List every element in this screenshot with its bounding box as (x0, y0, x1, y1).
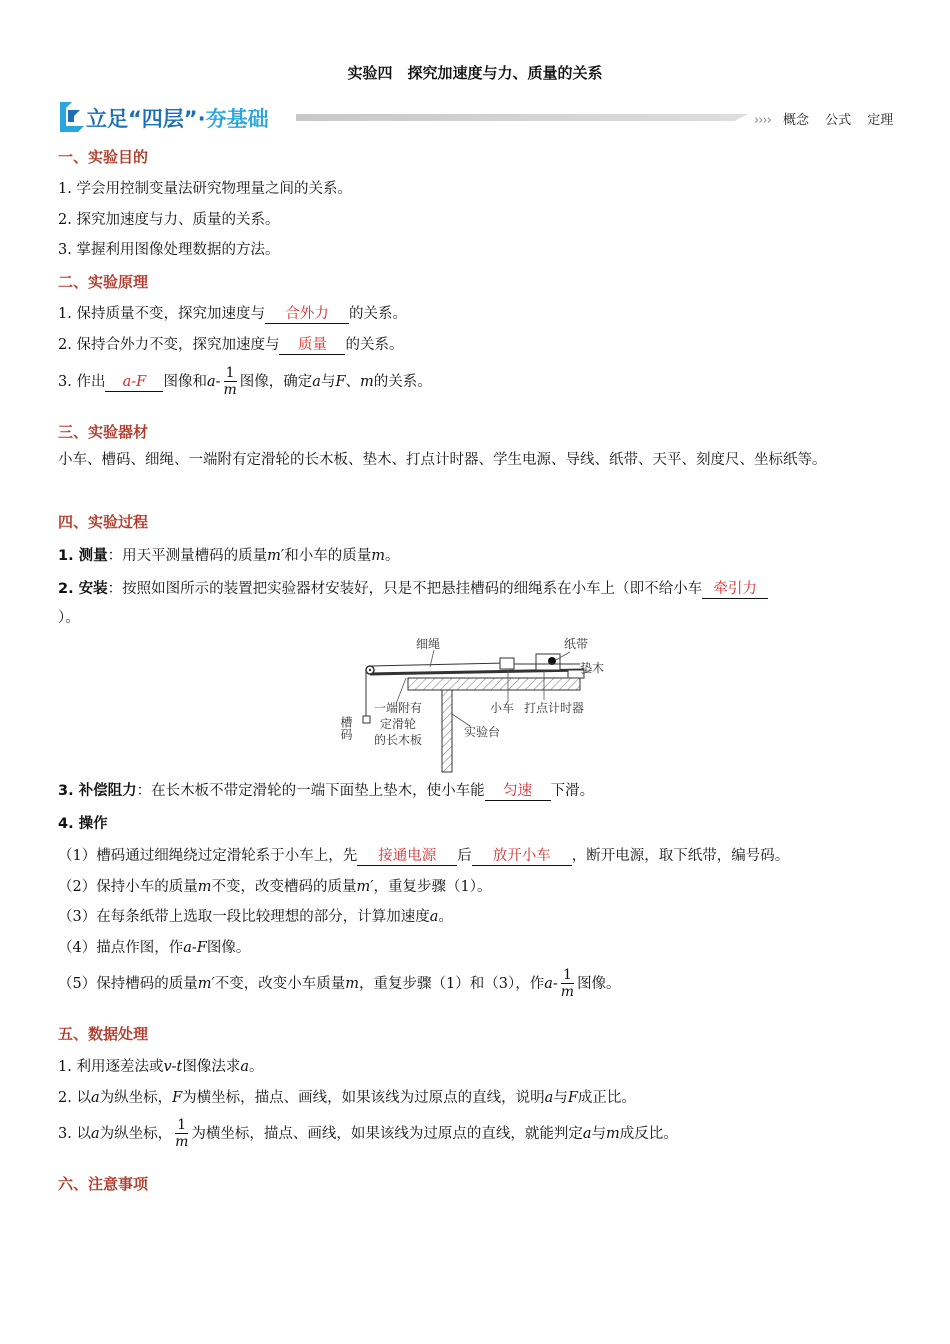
table-leg (442, 690, 452, 772)
fraction: $\frac{1}{m}$ (175, 1117, 189, 1150)
weights-icon (363, 716, 370, 723)
label-car: 小车 (490, 701, 515, 715)
banner-keywords (754, 109, 905, 128)
keyword: 概念 (782, 113, 809, 128)
table-top (408, 678, 580, 690)
section-heading: 二、实验原理 (58, 273, 149, 291)
answer-blank: 匀速 (485, 782, 551, 801)
answer-blank: 放开小车 (472, 847, 572, 866)
section-heading: 五、数据处理 (58, 1025, 149, 1043)
section-heading: 三、实验器材 (58, 423, 149, 441)
keyword: 公式 (825, 113, 852, 128)
answer-blank: a-F (105, 373, 163, 392)
label-weights: 槽码 (339, 716, 353, 740)
answer-blank: 合外力 (265, 305, 349, 324)
list-item: 1. 学会用控制变量法研究物理量之间的关系。 (58, 181, 352, 197)
step-operation: 4. 操作 (58, 816, 108, 832)
section-heading: 四、实验过程 (58, 513, 149, 531)
label-block: 垫木 (580, 661, 605, 675)
keyword: 定理 (867, 113, 894, 128)
answer-blank: 接通电源 (357, 847, 457, 866)
car-icon (500, 658, 514, 669)
label-board: 的长木板 (374, 733, 423, 747)
label-board: 一端附有 (374, 701, 423, 715)
label-rope: 细绳 (416, 637, 441, 651)
step-install-end: ）。 (58, 610, 80, 626)
data-item: 3. 以a为纵坐标， $\frac{1}{m}$ 为横坐标，描点、画线，如果该线为过原点的直线，就能判定a与m成反比。 (58, 1117, 678, 1150)
chevrons-icon: ›››› (754, 113, 771, 128)
banner-divider (296, 114, 748, 121)
label-board: 定滑轮 (380, 717, 417, 731)
page-title: 实验四 探究加速度与力、质量的关系 (347, 64, 603, 82)
equipment-text: 小车、槽码、细绳、一端附有定滑轮的长木板、垫木、打点计时器、学生电源、导线、纸带、天平、刻度尺、坐标纸等。 (58, 452, 827, 468)
answer-blank: 质量 (279, 336, 345, 355)
operation-item: （4）描点作图，作a-F图像。 (58, 940, 251, 956)
label-tape: 纸带 (564, 637, 589, 651)
operation-item: （1）槽码通过细绳绕过定滑轮系于小车上，先 接通电源 后 放开小车 ，断开电源，取下纸带，编号码。 (58, 848, 790, 864)
data-item: 1. 利用逐差法或v-t图像法求a。 (58, 1059, 264, 1075)
principle-line: 2. 保持合外力不变，探究加速度与 质量 的关系。 (58, 337, 404, 353)
long-board (370, 670, 584, 674)
banner-title: 立足“四层”·夯基础 (86, 107, 269, 131)
answer-blank: 牵引力 (702, 580, 768, 599)
timer-icon (536, 654, 560, 670)
step-friction: 3. 补偿阻力：在长木板不带定滑轮的一端下面垫上垫木，使小车能 匀速 下滑。 (58, 783, 595, 799)
apparatus-figure (339, 634, 610, 774)
list-item: 3. 掌握利用图像处理数据的方法。 (58, 242, 280, 258)
label-timer: 打点计时器 (524, 701, 585, 715)
operation-item: （2）保持小车的质量m不变，改变槽码的质量m′，重复步骤（1）。 (58, 879, 492, 895)
principle-line: 3. 作出 a-F 图像和a- $\frac{1}{m}$ 图像，确定a与F、m的关系。 (58, 365, 432, 398)
section-heading: 一、实验目的 (58, 148, 149, 166)
section-heading: 六、注意事项 (58, 1175, 149, 1193)
step-measure: 1. 测量：用天平测量槽码的质量m′和小车的质量m。 (58, 548, 400, 564)
section-banner (58, 100, 894, 136)
operation-item: （5）保持槽码的质量m′不变，改变小车质量m，重复步骤（1）和（3），作a- $\frac{1}{m}$ 图像。 (58, 967, 621, 1000)
data-item: 2. 以a为纵坐标，F为横坐标，描点、画线，如果该线为过原点的直线，说明a与F成正比。 (58, 1090, 636, 1106)
step-install: 2. 安装：按照如图所示的装置把实验器材安装好，只是不把悬挂槽码的细绳系在小车上（即不给小车 牵引力 (58, 577, 768, 599)
fraction: $\frac{1}{m}$ (223, 365, 237, 398)
rope (372, 663, 506, 666)
operation-item: （3）在每条纸带上选取一段比较理想的部分，计算加速度a。 (58, 909, 453, 925)
fraction: $\frac{1}{m}$ (560, 967, 575, 1000)
label-table: 实验台 (464, 725, 501, 739)
list-item: 2. 探究加速度与力、质量的关系。 (58, 212, 280, 228)
principle-line: 1. 保持质量不变，探究加速度与 合外力 的关系。 (58, 306, 407, 322)
